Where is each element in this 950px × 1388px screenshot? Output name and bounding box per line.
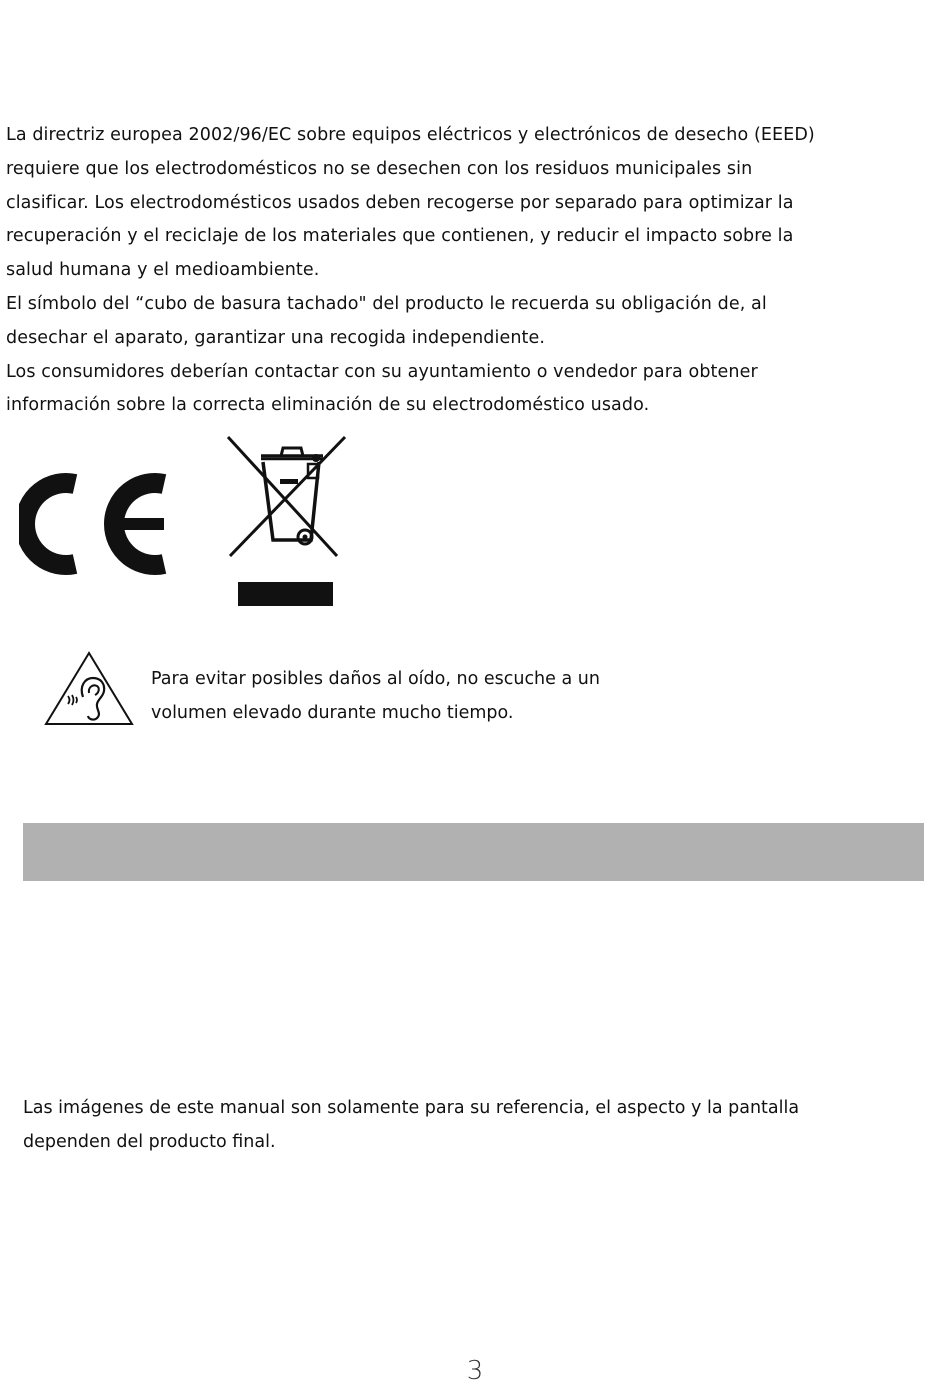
disclaimer-line: dependen del producto final.	[23, 1131, 276, 1152]
weee-line: Los consumidores deberían contactar con su ayuntamiento o vendedor para obtener	[6, 361, 758, 382]
weee-line: recuperación y el reciclaje de los materiales que contienen, y reducir el impacto sobre la	[6, 226, 794, 247]
weee-line: salud humana y el medioambiente.	[6, 260, 320, 281]
hearing-warning-line: Para evitar posibles daños al oído, no escuche a un	[151, 669, 600, 689]
hearing-warning-text	[151, 663, 751, 731]
weee-line: clasificar. Los electrodomésticos usados deben recogerse por separado para optimizar la	[6, 192, 794, 213]
hearing-warning-icon	[43, 650, 135, 728]
weee-line: requiere que los electrodomésticos no se desechen con los residuos municipales sin	[6, 158, 753, 179]
weee-line: información sobre la correcta eliminación de su electrodoméstico usado.	[6, 395, 650, 416]
weee-line: desechar el aparato, garantizar una recogida independiente.	[6, 327, 546, 348]
page-number: 3	[466, 1356, 484, 1386]
section-divider-bar	[23, 823, 924, 881]
ce-mark-icon	[19, 472, 167, 576]
weee-directive-text	[6, 119, 948, 423]
image-disclaimer	[23, 1092, 943, 1159]
disclaimer-line: Las imágenes de este manual son solamente para su referencia, el aspecto y la pantalla	[23, 1098, 800, 1118]
hearing-warning-line: volumen elevado durante mucho tiempo.	[151, 702, 514, 723]
weee-line: El símbolo del “cubo de basura tachado" del producto le recuerda su obligación de, al	[6, 293, 767, 314]
weee-line: La directriz europea 2002/96/EC sobre equipos eléctricos y electrónicos de desecho (EEED)	[6, 125, 815, 145]
crossed-out-wheelie-bin-icon	[225, 434, 348, 608]
